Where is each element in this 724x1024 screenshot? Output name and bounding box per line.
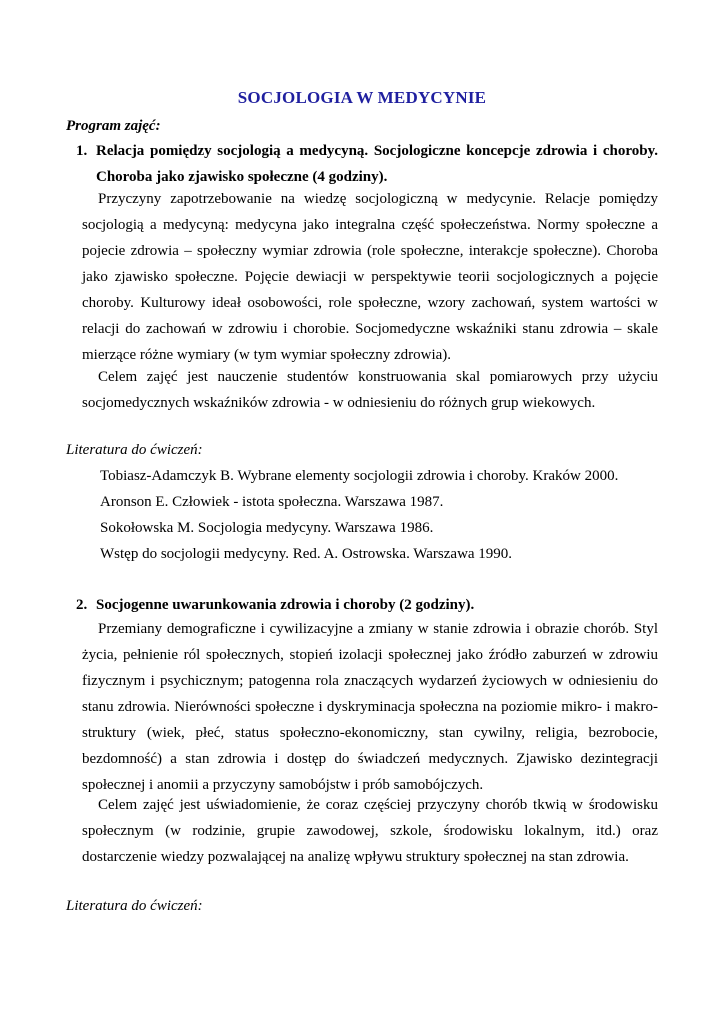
section-1-heading-text: Relacja pomiędzy socjologią a medycyną. Socjologiczne koncepcje zdrowia i choroby. Choroba jako zjawisko społeczne (4 godziny). (96, 143, 658, 185)
section-2-paragraph: Celem zajęć jest uświadomienie, że coraz częściej przyczyny chorób tkwią w środowisku społecznym (w rodzinie, grupie zawodowej, szkole, środowisku lokalnym, itd.) oraz dostarczenie wiedzy pozwalającej na analizę wpływu struktury społecznej na stan zdrowia. (82, 797, 658, 865)
section-2-literature-label: Literatura do ćwiczeń: (66, 898, 203, 914)
literature-item: Tobiasz-Adamczyk B. Wybrane elementy socjologii zdrowia i choroby. Kraków 2000. (100, 468, 619, 484)
section-1-paragraph: Celem zajęć jest nauczenie studentów konstruowania skal pomiarowych przy użyciu socjomedycznych wskaźników zdrowia - w odniesieniu do różnych grup wiekowych. (82, 369, 658, 411)
section-2-paragraph: Przemiany demograficzne i cywilizacyjne a zmiany w stanie zdrowia i obrazie chorób. Styl życia, pełnienie ról społecznych, stopień izolacji społecznej jako źródło zaburzeń w zdrowiu fizycznym i psychicznym; patogenna rola znaczących wydarzeń życiowych w odniesieniu do stanu zdrowia. Nierówności społeczne i dyskryminacja społeczna na poziomie mikro- i makro-struktury (wiek, płeć, status społeczno-ekonomiczny, stan cywilny, religia, bezrobocie, bezdomność) a stan zdrowia i dostęp do świadczeń medycznych. Zjawisko dezintegracji społecznej i anomii a przyczyny samobójstw i prób samobójczych. (82, 621, 658, 793)
literature-item: Sokołowska M. Socjologia medycyny. Warszawa 1986. (100, 520, 434, 536)
section-1-literature-label: Literatura do ćwiczeń: (66, 442, 203, 458)
literature-item: Wstęp do socjologii medycyny. Red. A. Ostrowska. Warszawa 1990. (100, 546, 513, 562)
section-2-heading-text: Socjogenne uwarunkowania zdrowia i choroby (2 godziny). (96, 597, 475, 613)
section-1-number: 1. (76, 143, 88, 159)
program-label: Program zajęć: (66, 118, 161, 134)
section-2-number: 2. (76, 597, 88, 613)
page-title: SOCJOLOGIA W MEDYCYNIE (237, 88, 487, 107)
literature-item: Aronson E. Człowiek - istota społeczna. Warszawa 1987. (100, 494, 444, 510)
section-1-heading (76, 138, 658, 190)
section-2-heading (76, 592, 658, 618)
section-1-paragraph: Przyczyny zapotrzebowanie na wiedzę socjologiczną w medycynie. Relacje pomiędzy socjologią a medycyną: medycyna jako integralna część społeczeństwa. Normy społeczne a pojecie zdrowia – społeczny wymiar zdrowia (role społeczne, interakcje społeczne). Choroba jako zjawisko społeczne. Pojęcie dewiacji w perspektywie teorii socjologicznych a pojęcie choroby. Kulturowy ideał osobowości, role społeczne, wzory zachowań, system wartości w relacji do zachowań w zdrowiu i chorobie. Socjomedyczne wskaźniki stanu zdrowia – skale mierzące różne wymiary (w tym wymiar społeczny zdrowia). (82, 191, 658, 363)
